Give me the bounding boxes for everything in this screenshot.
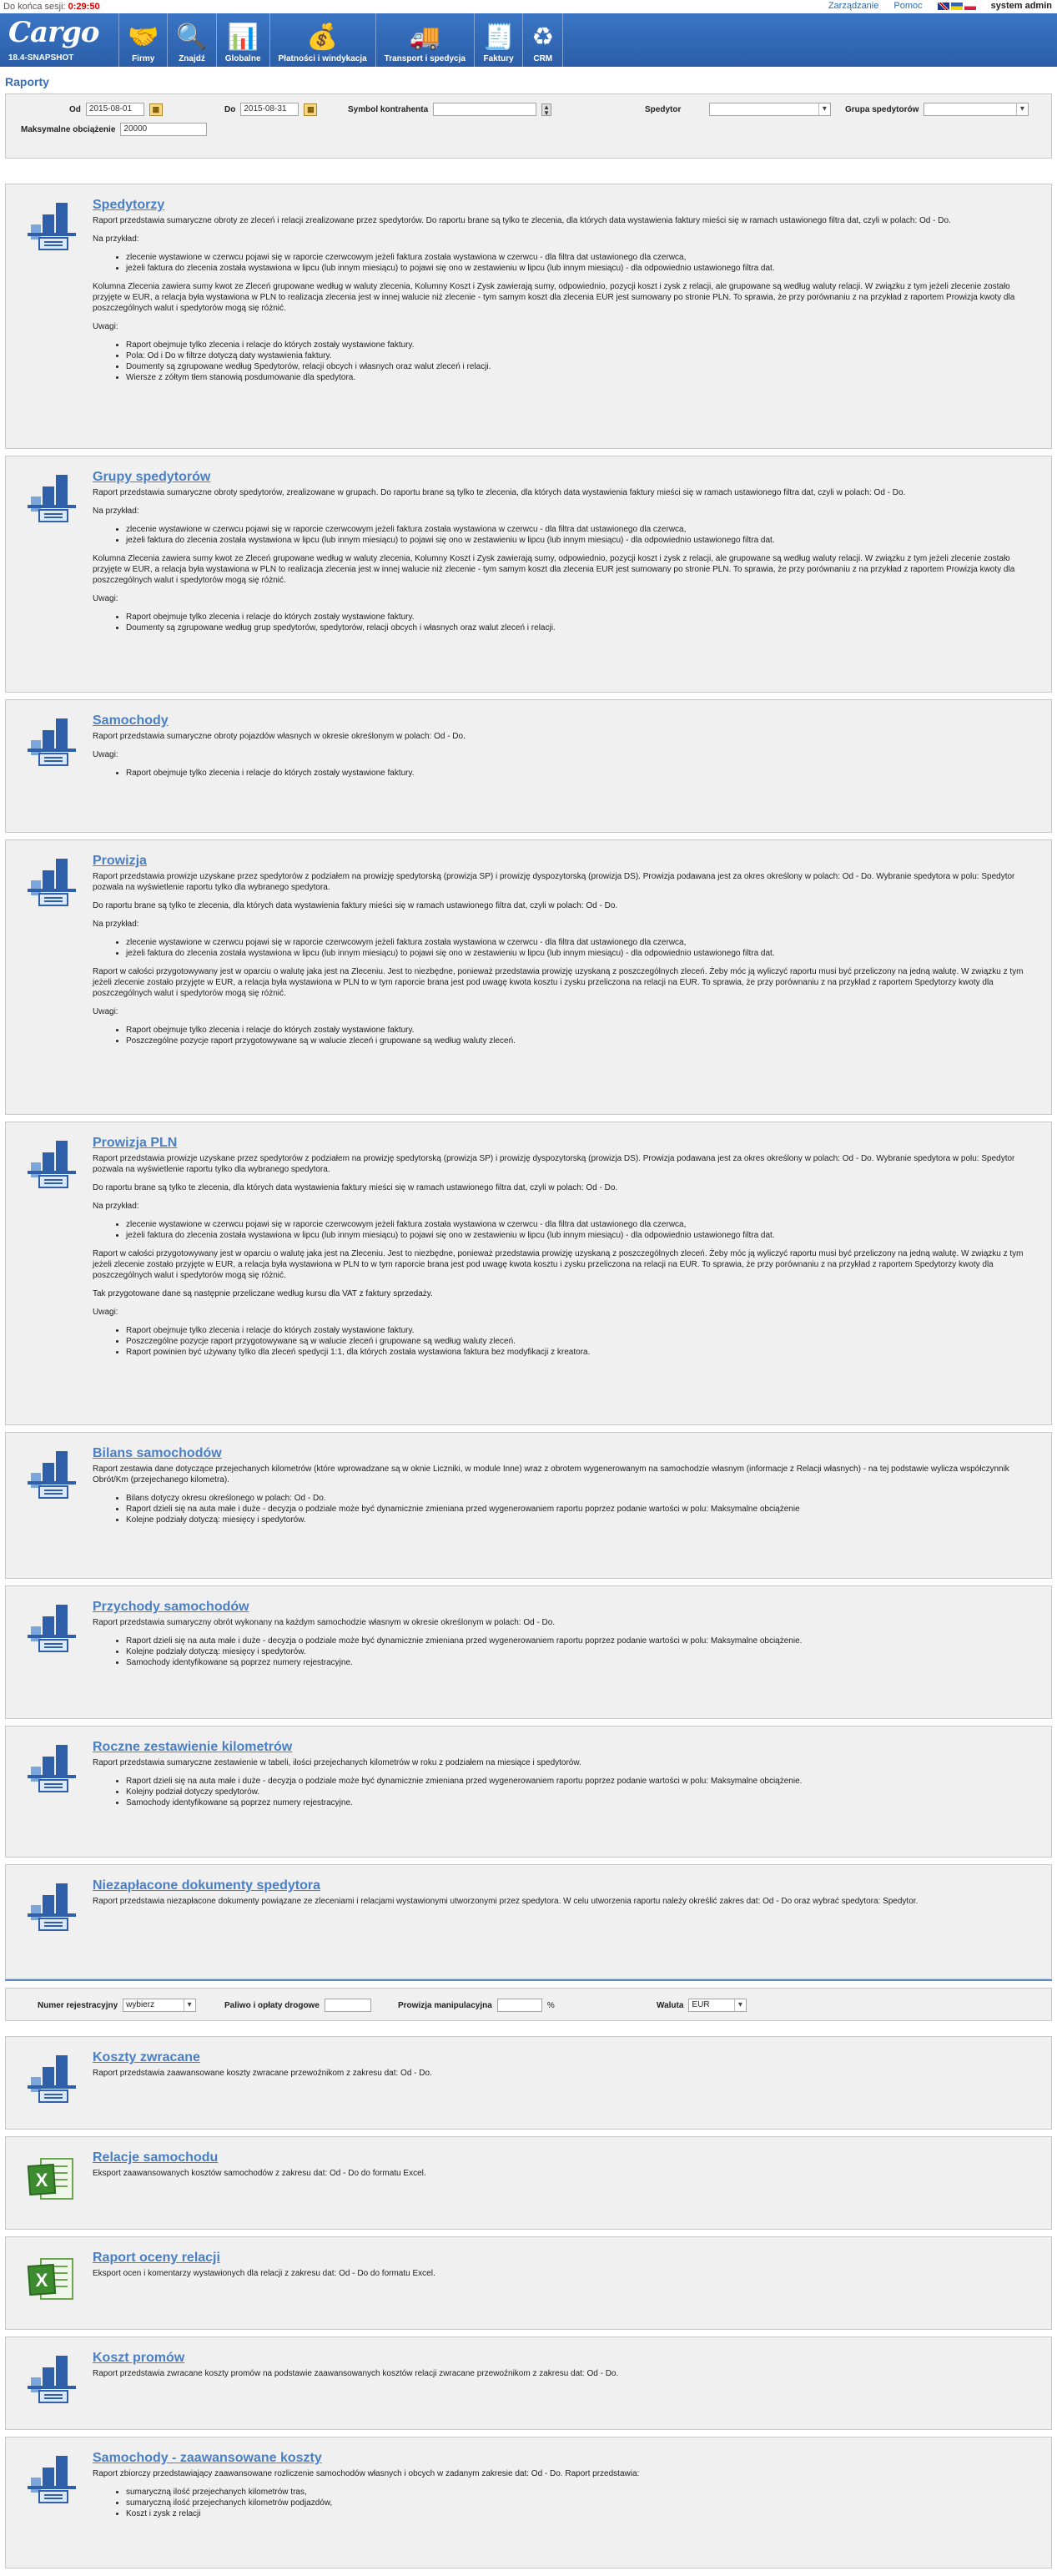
forwarder-group-select[interactable]	[924, 103, 1029, 116]
stepper-icon[interactable]: ▲ ▼	[541, 103, 551, 116]
nav-item-znajdz[interactable]	[167, 13, 215, 67]
report-card-koszt-promow	[5, 2337, 1052, 2430]
report-card-niezaplacone-dokumenty-spedytora	[5, 1864, 1052, 1979]
report-chart-icon[interactable]	[24, 1137, 79, 1192]
list-item: • Raport obejmuje tylko zlecenia i relacje do których zostały wystawione faktury.	[126, 1325, 1033, 1336]
report-card-prowizja	[5, 839, 1052, 1115]
list-item: • Raport powinien być używany tylko dla zleceń spedycji 1:1, dla których została wystawiona faktura bez modyfikacji z kreatora.	[126, 1347, 1033, 1358]
date-to-input[interactable]: 2015-08-31	[240, 103, 299, 116]
contractor-symbol-input[interactable]	[433, 103, 536, 116]
report-chart-icon[interactable]	[24, 855, 79, 910]
invoice-icon: 🧾	[482, 23, 515, 51]
examples-label: Na przykład:	[93, 1202, 139, 1211]
svg-text:X: X	[35, 2270, 48, 2291]
notes-list	[93, 1325, 1033, 1358]
date-from-label: Od	[69, 104, 81, 114]
report-card-samochody-zaawansowane-koszty	[5, 2437, 1052, 2568]
list-item: • Samochody identyfikowane są poprzez numery rejestracyjne.	[126, 1657, 1033, 1668]
report-description: Raport przedstawia zwracane koszty promów na podstawie zaawansowanych kosztów relacji zwracane przewoźnikom z zakresu dat: Od - Do.	[93, 2369, 619, 2378]
nav-item-label: Transport i spedycja	[384, 54, 466, 63]
notes-list	[93, 1025, 1033, 1046]
list-item: • Raport obejmuje tylko zlecenia i relacje do których zostały wystawione faktury.	[126, 612, 1033, 623]
svg-text:X: X	[35, 2170, 48, 2190]
report-card-spedytorzy	[5, 184, 1052, 449]
list-item: • Samochody identyfikowane są poprzez numery rejestracyjne.	[126, 1797, 1033, 1808]
nav-item-label: Znajdź	[179, 54, 205, 63]
report-note-text: Tak przygotowane dane są następnie przeliczane według kursu dla VAT z faktury sprzedaży.	[93, 1289, 433, 1298]
list-item: • jeżeli faktura do zlecenia została wystawiona w lipcu (lub innym miesiącu) to pojawi się ono w zestawieniu w lipcu (lub innym miesiącu) - dla odpowiednio ustawionego filtra dat.	[126, 263, 1033, 274]
nav-item-label: CRM	[533, 54, 553, 63]
report-chart-icon[interactable]	[24, 1448, 79, 1503]
report-description: Raport przedstawia sumaryczne zestawienie w tabeli, ilości przejechanych kilometrów w roku z podziałem na miesiące i spedytorów.	[93, 1758, 581, 1767]
nav-item-platnosci-i-windykacja[interactable]	[269, 13, 375, 67]
examples-label: Na przykład:	[93, 234, 139, 244]
report-card-bilans-samochodow	[5, 1432, 1052, 1579]
calendar-icon[interactable]: ▦	[304, 103, 317, 116]
list-item: • Raport obejmuje tylko zlecenia i relacje do których zostały wystawione faktury.	[126, 768, 1033, 779]
list-item: • Pola: Od i Do w filtrze dotyczą daty wystawienia faktury.	[126, 350, 1033, 361]
max-load-label: Maksymalne obciążenie	[21, 124, 116, 134]
notes-list	[93, 1636, 1033, 1668]
report-description: Raport przedstawia prowizje uzyskane przez spedytorów z podziałem na prowizję spedytorską (prowizja SP) i prowizję dyspozytorską (prowizja DS). Prowizja podawana jest za okres określony w polach: Od - Do. Wybranie spedytora w polu: Spedytor pozwala na wyświetlenie raportu tylko dla wybranego spedytora.	[93, 1154, 1015, 1174]
handling-commission-label: Prowizja manipulacyjna	[398, 2000, 492, 2010]
session-timer	[3, 2, 100, 12]
list-item: • jeżeli faktura do zlecenia została wystawiona w lipcu (lub innym miesiącu) to pojawi się ono w zestawieniu w lipcu (lub innym miesiącu) - dla odpowiednio ustawionego filtra dat.	[126, 535, 1033, 546]
nav-item-label: Faktury	[483, 54, 514, 63]
session-label: Do końca sesji:	[3, 2, 66, 12]
list-item: • Doumenty są zgrupowane według grup spedytorów, spedytorów, relacji obcych i własnych oraz walut zleceń i relacji.	[126, 623, 1033, 633]
truck-icon: 🚚	[409, 23, 440, 51]
report-title-link[interactable]: Relacje samochodu	[93, 2150, 219, 2165]
list-item: • zlecenie wystawione w czerwcu pojawi się w raporcie czerwcowym jeżeli faktura została wystawiona w czerwcu - dla filtra dat ustawionego dla czerwca,	[126, 937, 1033, 948]
report-card-relacje-samochodu	[5, 2136, 1052, 2230]
nav-item-label: Globalne	[224, 54, 261, 63]
report-chart-icon[interactable]	[24, 2352, 79, 2407]
list-item: • jeżeli faktura do zlecenia została wystawiona w lipcu (lub innym miesiącu) to pojawi się ono w zestawieniu w lipcu (lub innym miesiącu) - dla odpowiednio ustawionego filtra dat.	[126, 948, 1033, 959]
report-note-text: Raport w całości przygotowywany jest w oparciu o walutę jaka jest na Zleceniu. Jest to niezbędne, ponieważ przedstawia prowizję uzyskaną z poszczególnych zleceń. Żeby móc ją wyliczyć raportu musi być przeliczony na jedną walutę. W związku z tym jeżeli zlecenie zostało przyjęte w EUR, a relacja była wystawiona w PLN to w tym raporcie brana jest pod uwagę kwota kosztu i zysku przeliczona na relacji na EUR. To sprawia, że przy porównaniu z na przykład z raportem Spedytorzy kwoty dla poszczególnych walut i spedytorów mogą się różnić.	[93, 967, 1024, 998]
report-title-link[interactable]: Koszt promów	[93, 2351, 185, 2365]
report-title-link[interactable]: Niezapłacone dokumenty spedytora	[93, 1878, 320, 1893]
list-item: • Poszczególne pozycje raport przygotowywane są w walucie zleceń i grupowane są według waluty zleceń.	[126, 1336, 1033, 1347]
nav-item-label: Firmy	[132, 54, 155, 63]
crm-cycle-icon: ♻	[531, 23, 555, 51]
report-description: Eksport zaawansowanych kosztów samochodów z zakresu dat: Od - Do do formatu Excel.	[93, 2169, 426, 2178]
report-title-link[interactable]: Prowizja	[93, 854, 147, 868]
list-item: • zlecenie wystawione w czerwcu pojawi się w raporcie czerwcowym jeżeli faktura została wystawiona w czerwcu - dla filtra dat ustawionego dla czerwca,	[126, 252, 1033, 263]
notes-label: Uwagi:	[93, 1007, 118, 1016]
report-card-koszty-zwracane	[5, 2036, 1052, 2130]
report-description: Eksport ocen i komentarzy wystawionych dla relacji z zakresu dat: Od - Do do formatu Excel.	[93, 2269, 435, 2278]
excel-report-icon[interactable]	[24, 2152, 79, 2207]
current-user: system admin	[990, 1, 1052, 11]
main-navbar	[0, 13, 1057, 67]
report-description: Raport przedstawia zaawansowane koszty zwracane przewoźnikom z zakresu dat: Od - Do.	[93, 2069, 432, 2078]
nav-item-crm[interactable]	[522, 13, 563, 67]
examples-list	[93, 1219, 1033, 1241]
examples-label: Na przykład:	[93, 920, 139, 929]
notes-label: Uwagi:	[93, 1308, 118, 1317]
list-item: • jeżeli faktura do zlecenia została wystawiona w lipcu (lub innym miesiącu) to pojawi się ono w zestawieniu w lipcu (lub innym miesiącu) - dla odpowiednio ustawionego filtra dat.	[126, 1230, 1033, 1241]
list-item: • Kolejne podziały dotyczą: miesięcy i spedytorów.	[126, 1646, 1033, 1657]
notes-list	[93, 340, 1033, 383]
list-item: • Raport dzieli się na auta małe i duże - decyzja o podziale może być dynamicznie zmieniana przed wygenerowaniem raportu poprzez podanie wartości w polu: Maksymalne obciążenie.	[126, 1776, 1033, 1787]
forwarder-select[interactable]	[709, 103, 831, 116]
report-title-link[interactable]: Koszty zwracane	[93, 2050, 200, 2064]
cargo-logo: Cargo	[8, 16, 99, 49]
list-item: • sumaryczną ilość przejechanych kilometrów tras,	[126, 2487, 1033, 2498]
report-chart-icon[interactable]	[24, 715, 79, 770]
report-card-prowizja-pln	[5, 1122, 1052, 1425]
nav-item-faktury[interactable]	[474, 13, 522, 67]
excel-report-icon[interactable]	[24, 2252, 79, 2307]
forwarder-label: Spedytor	[645, 104, 682, 114]
page-title: Raporty	[5, 75, 49, 88]
list-item: • Raport obejmuje tylko zlecenia i relacje do których zostały wystawione faktury.	[126, 1025, 1033, 1036]
report-description: Do raportu brane są tylko te zlecenia, dla których data wystawienia faktury mieści się w ramach ustawionego filtra dat, czyli w polach: Od - Do.	[93, 1183, 618, 1192]
list-item: • Poszczególne pozycje raport przygotowywane są w walucie zleceń i grupowane są według waluty zleceń.	[126, 1036, 1033, 1046]
list-item: • zlecenie wystawione w czerwcu pojawi się w raporcie czerwcowym jeżeli faktura została wystawiona w czerwcu - dla filtra dat ustawionego dla czerwca,	[126, 524, 1033, 535]
registration-number-select[interactable]: wybierz ▾	[123, 1999, 196, 2012]
nav-menu	[118, 13, 563, 67]
fuel-fees-label: Paliwo i opłaty drogowe	[224, 2000, 320, 2010]
report-chart-icon[interactable]	[24, 1601, 79, 1656]
examples-list	[93, 524, 1033, 546]
report-card-raport-oceny-relacji	[5, 2236, 1052, 2330]
notes-label: Uwagi:	[93, 322, 118, 331]
flag-en-icon[interactable]	[938, 3, 949, 10]
nav-item-label: Płatności i windykacja	[278, 54, 367, 63]
session-bar	[0, 0, 1057, 13]
session-time: 0:29:50	[68, 2, 100, 12]
report-title-link[interactable]: Przychody samochodów	[93, 1600, 249, 1614]
fuel-fees-input[interactable]	[325, 1999, 371, 2012]
admin-link[interactable]: Zarządzanie	[828, 1, 879, 11]
language-flags	[938, 3, 976, 10]
report-card-przychody-samochodow	[5, 1585, 1052, 1719]
report-description: Raport przedstawia sumaryczne obroty ze zleceń i relacji zrealizowane przez spedytorów. Do raportu brane są tylko te zlecenia, dla których data wystawienia faktury mieści się w ramach ustawionego filtra dat, czyli w polach: Od - Do.	[93, 216, 951, 225]
report-chart-icon[interactable]	[24, 471, 79, 527]
list-item: • Raport obejmuje tylko zlecenia i relacje do których zostały wystawione faktury.	[126, 340, 1033, 350]
report-title-link[interactable]: Grupy spedytorów	[93, 470, 211, 484]
report-description: Raport przedstawia sumaryczne obroty spedytorów, zrealizowane w grupach. Do raportu brane są tylko te zlecenia, dla których data wystawienia faktury mieści się w ramach ustawionego filtra dat, czyli w polach: Od - Do.	[93, 488, 906, 497]
list-item: • Raport dzieli się na auta małe i duże - decyzja o podziale może być dynamicznie zmieniana przed wygenerowaniem raportu poprzez podanie wartości w polu: Maksymalne obciążenie	[126, 1504, 1033, 1515]
report-note-text: Raport w całości przygotowywany jest w oparciu o walutę jaka jest na Zleceniu. Jest to niezbędne, ponieważ przedstawia prowizję uzyskaną z poszczególnych zleceń. Żeby móc ją wyliczyć raportu musi być przeliczony na jedną walutę. W związku z tym jeżeli zlecenie zostało przyjęte w EUR, a relacja była wystawiona w PLN to w tym raporcie brana jest pod uwagę kwota kosztu i zysku przeliczona na relacji na EUR. To sprawia, że przy porównaniu z na przykład z raportem Spedytorzy kwoty dla poszczególnych walut i spedytorów mogą się różnić.	[93, 1249, 1024, 1280]
examples-list	[93, 252, 1033, 274]
money-bag-icon: 💰	[306, 23, 339, 51]
report-card-samochody	[5, 699, 1052, 833]
report-description: Do raportu brane są tylko te zlecenia, dla których data wystawienia faktury mieści się w ramach ustawionego filtra dat, czyli w polach: Od - Do.	[93, 901, 618, 910]
percent-unit: %	[546, 2000, 555, 2010]
nav-item-firmy[interactable]	[118, 13, 167, 67]
handshake-icon: 🤝	[128, 23, 159, 51]
list-item: • Kolejny podział dotyczy spedytorów.	[126, 1787, 1033, 1797]
report-card-grupy-spedytorow	[5, 456, 1052, 693]
list-item: • Doumenty są zgrupowane według Spedytorów, relacji obcych i własnych oraz walut zleceń i relacji.	[126, 361, 1033, 372]
nav-item-transport-i-spedycja[interactable]	[375, 13, 474, 67]
currency-label: Waluta	[657, 2000, 684, 2010]
report-chart-icon[interactable]	[24, 2052, 79, 2107]
app-version: 18.4-SNAPSHOT	[8, 53, 74, 63]
help-link[interactable]: Pomoc	[893, 1, 923, 11]
report-description: Raport przedstawia niezapłacone dokumenty powiązane ze zleceniami i relacjami wystawionymi utworzonymi przez spedytora. W celu utworzenia raportu należy określić zakres dat: Od - Do oraz wybrać spedytora: Spedytor.	[93, 1897, 919, 1906]
report-description: Raport zbiorczy przedstawiający zaawansowane rozliczenie samochodów własnych i obcych w zadanym zakresie dat: Od - Do. Raport przedstawia:	[93, 2469, 640, 2478]
report-title-link[interactable]: Raport oceny relacji	[93, 2251, 220, 2265]
report-title-link[interactable]: Samochody	[93, 713, 169, 728]
notes-list	[93, 2487, 1033, 2519]
report-title-link[interactable]: Prowizja PLN	[93, 1136, 178, 1150]
report-chart-icon[interactable]	[24, 2452, 79, 2508]
list-item: • Koszt i zysk z relacji	[126, 2508, 1033, 2519]
registration-number-label: Numer rejestracyjny	[38, 2000, 118, 2010]
examples-list	[93, 937, 1033, 959]
currency-select[interactable]: EUR ▾	[688, 1999, 747, 2012]
notes-label: Uwagi:	[93, 750, 118, 759]
vehicle-filter-panel	[5, 1988, 1052, 2021]
list-item: • Bilans dotyczy okresu określonego w polach: Od - Do.	[126, 1493, 1033, 1504]
flag-ua-icon[interactable]	[951, 3, 963, 10]
contractor-symbol-label: Symbol kontrahenta	[348, 104, 429, 114]
notes-label: Uwagi:	[93, 594, 118, 603]
report-note-text: Kolumna Zlecenia zawiera sumy kwot ze Zleceń grupowane według w waluty zlecenia, Kolumny Koszt i Zysk zawierają sumy, odpowiednio, pozycji koszt i zysk z relacji, ale grupowane są według waluty relacji. W związku z tym jeżeli zlecenie zostało przyjęte w EUR, a relacja była wystawiona w PLN to realizacja zlecenia jest w innej walucie niż zlecenie - tym samym koszt dla zlecenia EUR jest sumowany po stronie PLN. To sprawia, że przy porównaniu z na przykład z raportem Prowizja kwoty dla poszczególnych walut i spedytorów mogą się różnić.	[93, 554, 1015, 585]
report-description: Raport przedstawia sumaryczny obrót wykonany na każdym samochodzie własnym w okresie określonym w polach: Od - Do.	[93, 1618, 556, 1627]
magnifier-icon: 🔍	[176, 23, 208, 51]
notes-list	[93, 1493, 1033, 1525]
nav-item-globalne[interactable]	[216, 13, 269, 67]
list-item: • Wiersze z zółtym tłem stanowią posdumowanie dla spedytora.	[126, 372, 1033, 383]
report-chart-icon[interactable]	[24, 1880, 79, 1935]
report-description: Raport przedstawia sumaryczne obroty pojazdów własnych w okresie określonym w polach: Od - Do.	[93, 732, 466, 741]
calendar-icon[interactable]: ▦	[149, 103, 163, 116]
report-chart-icon[interactable]	[24, 199, 79, 255]
report-title-link[interactable]: Samochody - zaawansowane koszty	[93, 2451, 322, 2465]
examples-label: Na przykład:	[93, 507, 139, 516]
forwarder-group-label: Grupa spedytorów	[845, 104, 919, 114]
list-item: • Kolejne podziały dotyczą: miesięcy i spedytorów.	[126, 1515, 1033, 1525]
date-to-label: Do	[224, 104, 236, 114]
bar-chart-icon: 📊	[227, 23, 259, 51]
notes-list	[93, 768, 1033, 779]
notes-list	[93, 1776, 1033, 1808]
report-description: Raport zestawia dane dotyczące przejechanych kilometrów (które wprowadzane są w oknie Liczniki, w module Inne) wraz z obrotem wygenerowanym na samochodzie własnym (informacje z Relacji własnych) - na tej podstawie wylicza współczynnik Obrót/Km (przejechanego kilometra).	[93, 1464, 1009, 1485]
section-divider	[5, 1979, 1052, 1981]
report-description: Raport przedstawia prowizje uzyskane przez spedytorów z podziałem na prowizję spedytorską (prowizja SP) i prowizję dyspozytorską (prowizja DS). Prowizja podawana jest za okres określony w polach: Od - Do. Wybranie spedytora w polu: Spedytor pozwala na wyświetlenie raportu tylko dla wybranego spedytora.	[93, 872, 1015, 892]
list-item: • sumaryczną ilość przejechanych kilometrów podjazdów,	[126, 2498, 1033, 2508]
report-title-link[interactable]: Bilans samochodów	[93, 1446, 222, 1460]
handling-commission-input[interactable]	[497, 1999, 542, 2012]
report-chart-icon[interactable]	[24, 1742, 79, 1797]
report-note-text: Kolumna Zlecenia zawiera sumy kwot ze Zleceń grupowane według w waluty zlecenia, Kolumny Koszt i Zysk zawierają sumy, odpowiednio, pozycji koszt i zysk z relacji, ale grupowane są według waluty relacji. W związku z tym jeżeli zlecenie zostało przyjęte w EUR, a relacja była wystawiona w PLN to realizacja zlecenia jest w innej walucie niż zlecenie - tym samym koszt dla zlecenia EUR jest sumowany po stronie PLN. To sprawia, że przy porównaniu z na przykład z raportem Prowizja kwoty dla poszczególnych walut i spedytorów mogą się różnić.	[93, 282, 1015, 313]
notes-list	[93, 612, 1033, 633]
list-item: • Raport dzieli się na auta małe i duże - decyzja o podziale może być dynamicznie zmieniana przed wygenerowaniem raportu poprzez podanie wartości w polu: Maksymalne obciążenie.	[126, 1636, 1033, 1646]
report-title-link[interactable]: Spedytorzy	[93, 198, 165, 212]
brand[interactable]	[0, 13, 118, 67]
report-title-link[interactable]: Roczne zestawienie kilometrów	[93, 1740, 293, 1754]
max-load-input[interactable]: 20000	[120, 123, 207, 136]
report-card-roczne-zestawienie-kilometrow	[5, 1726, 1052, 1858]
date-from-input[interactable]: 2015-08-01	[86, 103, 144, 116]
report-filter-panel	[5, 93, 1052, 159]
flag-pl-icon[interactable]	[964, 3, 976, 10]
list-item: • zlecenie wystawione w czerwcu pojawi się w raporcie czerwcowym jeżeli faktura została wystawiona w czerwcu - dla filtra dat ustawionego dla czerwca,	[126, 1219, 1033, 1230]
